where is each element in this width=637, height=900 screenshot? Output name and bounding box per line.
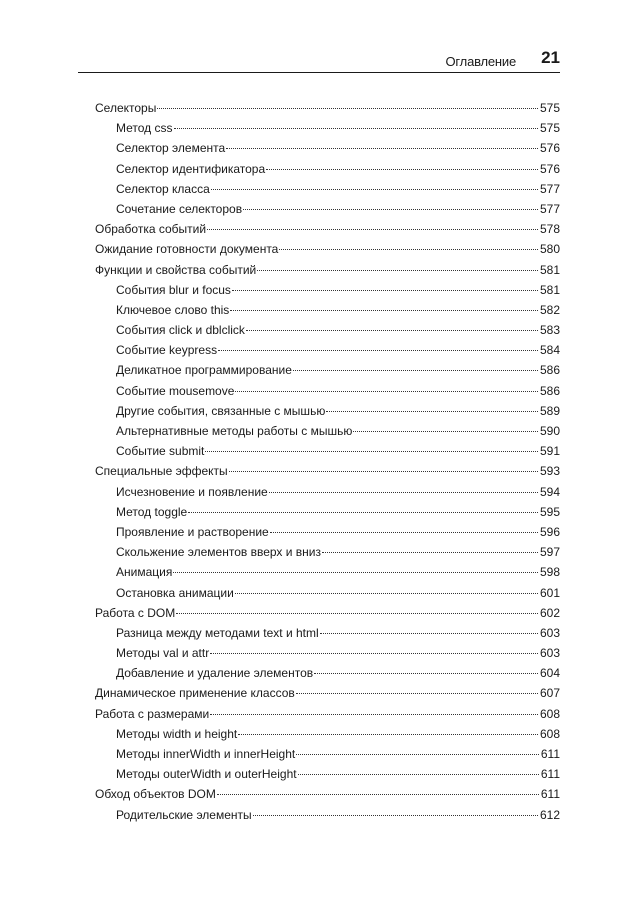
toc-entry-page-number: 576 [539,141,560,156]
toc-subsection-entry[interactable] [95,805,560,825]
toc-entry-title: Работа с DOM [95,605,176,620]
toc-entry-page-number: 586 [539,363,560,378]
dot-leader [243,209,538,210]
toc-entry-title: Другие события, связанные с мышью [116,403,326,418]
toc-entry-page-number: 590 [539,424,560,438]
toc-subsection-entry[interactable] [95,744,560,764]
toc-subsection-entry[interactable] [95,583,560,603]
dot-leader [235,391,538,392]
toc-section-entry[interactable] [95,260,560,280]
toc-entry-page-number: 589 [539,403,560,418]
toc-entry-page-number: 602 [539,605,560,620]
dot-leader [246,330,538,331]
toc-subsection-entry[interactable] [95,159,560,179]
toc-entry-title: Разница между методами text и html [116,625,319,640]
dot-leader [314,673,538,674]
dot-leader [296,693,538,694]
toc-entry-page-number: 586 [539,383,560,398]
toc-subsection-entry[interactable] [95,360,560,380]
toc-subsection-entry[interactable] [95,179,560,199]
toc-entry-title: Остановка анимации [116,585,234,600]
toc-entry-title: Метод css [116,121,173,136]
toc-section-entry[interactable] [95,704,560,724]
dot-leader [207,229,538,230]
toc-entry-title: Работа с размерами [95,706,210,721]
page-number: 21 [541,48,560,67]
toc-entry-page-number: 580 [539,242,560,257]
toc-subsection-entry[interactable] [95,401,560,421]
toc-subsection-entry[interactable] [95,542,560,562]
toc-entry-page-number: 611 [540,747,560,761]
toc-subsection-entry[interactable] [95,724,560,744]
toc-subsection-entry[interactable] [95,138,560,158]
toc-entry-title: Методы outerWidth и outerHeight [116,767,297,782]
toc-entry-title: Деликатное программирование [116,363,292,378]
toc-subsection-entry[interactable] [95,300,560,320]
toc-entry-page-number: 594 [539,484,560,499]
toc-subsection-entry[interactable] [95,320,560,340]
toc-entry-page-number: 611 [540,787,560,802]
dot-leader [174,128,538,129]
toc-section-entry[interactable] [95,683,560,703]
toc-entry-page-number: 607 [539,686,560,701]
toc-entry-page-number: 608 [539,726,560,741]
toc-entry-page-number: 604 [539,666,560,681]
toc-entry-page-number: 575 [539,121,560,136]
toc-subsection-entry[interactable] [95,522,560,542]
toc-subsection-entry[interactable] [95,643,560,663]
toc-subsection-entry[interactable] [95,482,560,502]
running-title: Оглавление [445,54,516,69]
toc-entry-title: Селектор класса [116,181,210,196]
toc-entry-page-number: 577 [539,201,560,216]
toc-entry-page-number: 583 [539,323,560,338]
toc-entry-title: Обработка событий [95,222,207,237]
dot-leader [298,774,539,775]
toc-entry-title: Анимация [116,565,173,580]
toc-section-entry[interactable] [95,219,560,239]
toc-entry-title: Ожидание готовности документа [95,242,279,257]
toc-section-entry[interactable] [95,784,560,804]
toc-entry-page-number: 581 [539,282,560,297]
toc-entry-page-number: 601 [539,585,560,600]
dot-leader [296,754,539,755]
dot-leader [173,572,538,573]
toc-entry-page-number: 612 [539,807,560,822]
toc-entry-title: Альтернативные методы работы с мышью [116,424,353,438]
dot-leader [230,310,538,311]
toc-entry-page-number: 593 [539,464,560,479]
dot-leader [266,169,538,170]
toc-entry-title: Скольжение элементов вверх и вниз [116,545,321,560]
toc-entry-title: Событие submit [116,444,205,459]
toc-entry-title: Методы innerWidth и innerHeight [116,747,296,761]
toc-entry-title: Сочетание селекторов [116,201,243,216]
toc-subsection-entry[interactable] [95,199,560,219]
toc-entry-title: Событие mousemove [116,383,235,398]
dot-leader [269,492,538,493]
toc-entry-title: События click и dblclick [116,323,245,338]
toc-subsection-entry[interactable] [95,623,560,643]
toc-entry-page-number: 575 [539,101,560,115]
toc-entry-title: Селекторы [95,101,157,115]
dot-leader [157,108,538,109]
page-header [78,48,560,73]
dot-leader [229,471,538,472]
toc-entry-page-number: 608 [539,706,560,721]
toc-section-entry[interactable] [95,239,560,259]
dot-leader [205,451,538,452]
toc-entry-page-number: 577 [539,181,560,196]
toc-entry-title: Функции и свойства событий [95,262,257,277]
toc-entry-page-number: 582 [539,302,560,317]
toc-entry-page-number: 591 [539,444,560,459]
dot-leader [210,714,538,715]
dot-leader [211,189,538,190]
toc-entry-title: Специальные эффекты [95,464,228,479]
toc-entry-title: Методы width и height [116,726,238,741]
dot-leader [226,148,538,149]
toc-section-entry[interactable] [95,603,560,623]
toc-subsection-entry[interactable] [95,340,560,360]
toc-section-entry[interactable] [95,461,560,481]
toc-entry-title: Динамическое применение классов [95,686,295,701]
toc-entry-title: Проявление и растворение [116,524,269,539]
toc-entry-page-number: 581 [539,262,560,277]
dot-leader [235,593,538,594]
toc-entry-title: Методы val и attr [116,646,210,661]
toc-subsection-entry[interactable] [95,764,560,784]
dot-leader [353,431,538,432]
toc-entry-title: События blur и focus [116,282,231,297]
dot-leader [322,552,538,553]
dot-leader [279,249,538,250]
toc-entry-title: Обход объектов DOM [95,787,216,802]
toc-subsection-entry[interactable] [95,663,560,683]
toc-entry-page-number: 611 [540,767,560,782]
dot-leader [253,815,538,816]
toc-subsection-entry[interactable] [95,562,560,582]
dot-leader [326,411,538,412]
dot-leader [232,290,538,291]
toc-entry-page-number: 596 [539,524,560,539]
toc-entry-page-number: 603 [539,625,560,640]
toc-entry-page-number: 576 [539,161,560,176]
dot-leader [188,512,538,513]
dot-leader [270,532,538,533]
toc-subsection-entry[interactable] [95,280,560,300]
dot-leader [238,734,538,735]
dot-leader [217,794,539,795]
toc-entry-page-number: 597 [539,545,560,560]
toc-entry-page-number: 598 [539,565,560,580]
dot-leader [218,350,538,351]
toc-subsection-entry[interactable] [95,381,560,401]
toc-entry-title: Метод toggle [116,504,188,519]
table-of-contents [95,98,560,825]
toc-entry-title: Селектор элемента [116,141,226,156]
toc-entry-page-number: 578 [539,222,560,237]
toc-entry-page-number: 584 [539,343,560,358]
dot-leader [176,613,538,614]
dot-leader [293,370,538,371]
toc-entry-page-number: 595 [539,504,560,519]
toc-subsection-entry[interactable] [95,421,560,441]
dot-leader [257,270,538,271]
toc-entry-title: Событие keypress [116,343,218,358]
toc-entry-page-number: 603 [539,646,560,661]
toc-entry-title: Селектор идентификатора [116,161,266,176]
toc-subsection-entry[interactable] [95,441,560,461]
dot-leader [210,653,538,654]
toc-entry-title: Ключевое слово this [116,302,230,317]
toc-subsection-entry[interactable] [95,118,560,138]
toc-entry-title: Родительские элементы [116,807,252,822]
toc-subsection-entry[interactable] [95,502,560,522]
toc-section-entry[interactable] [95,98,560,118]
toc-entry-title: Исчезновение и появление [116,484,268,499]
toc-entry-title: Добавление и удаление элементов [116,666,314,681]
dot-leader [320,633,538,634]
